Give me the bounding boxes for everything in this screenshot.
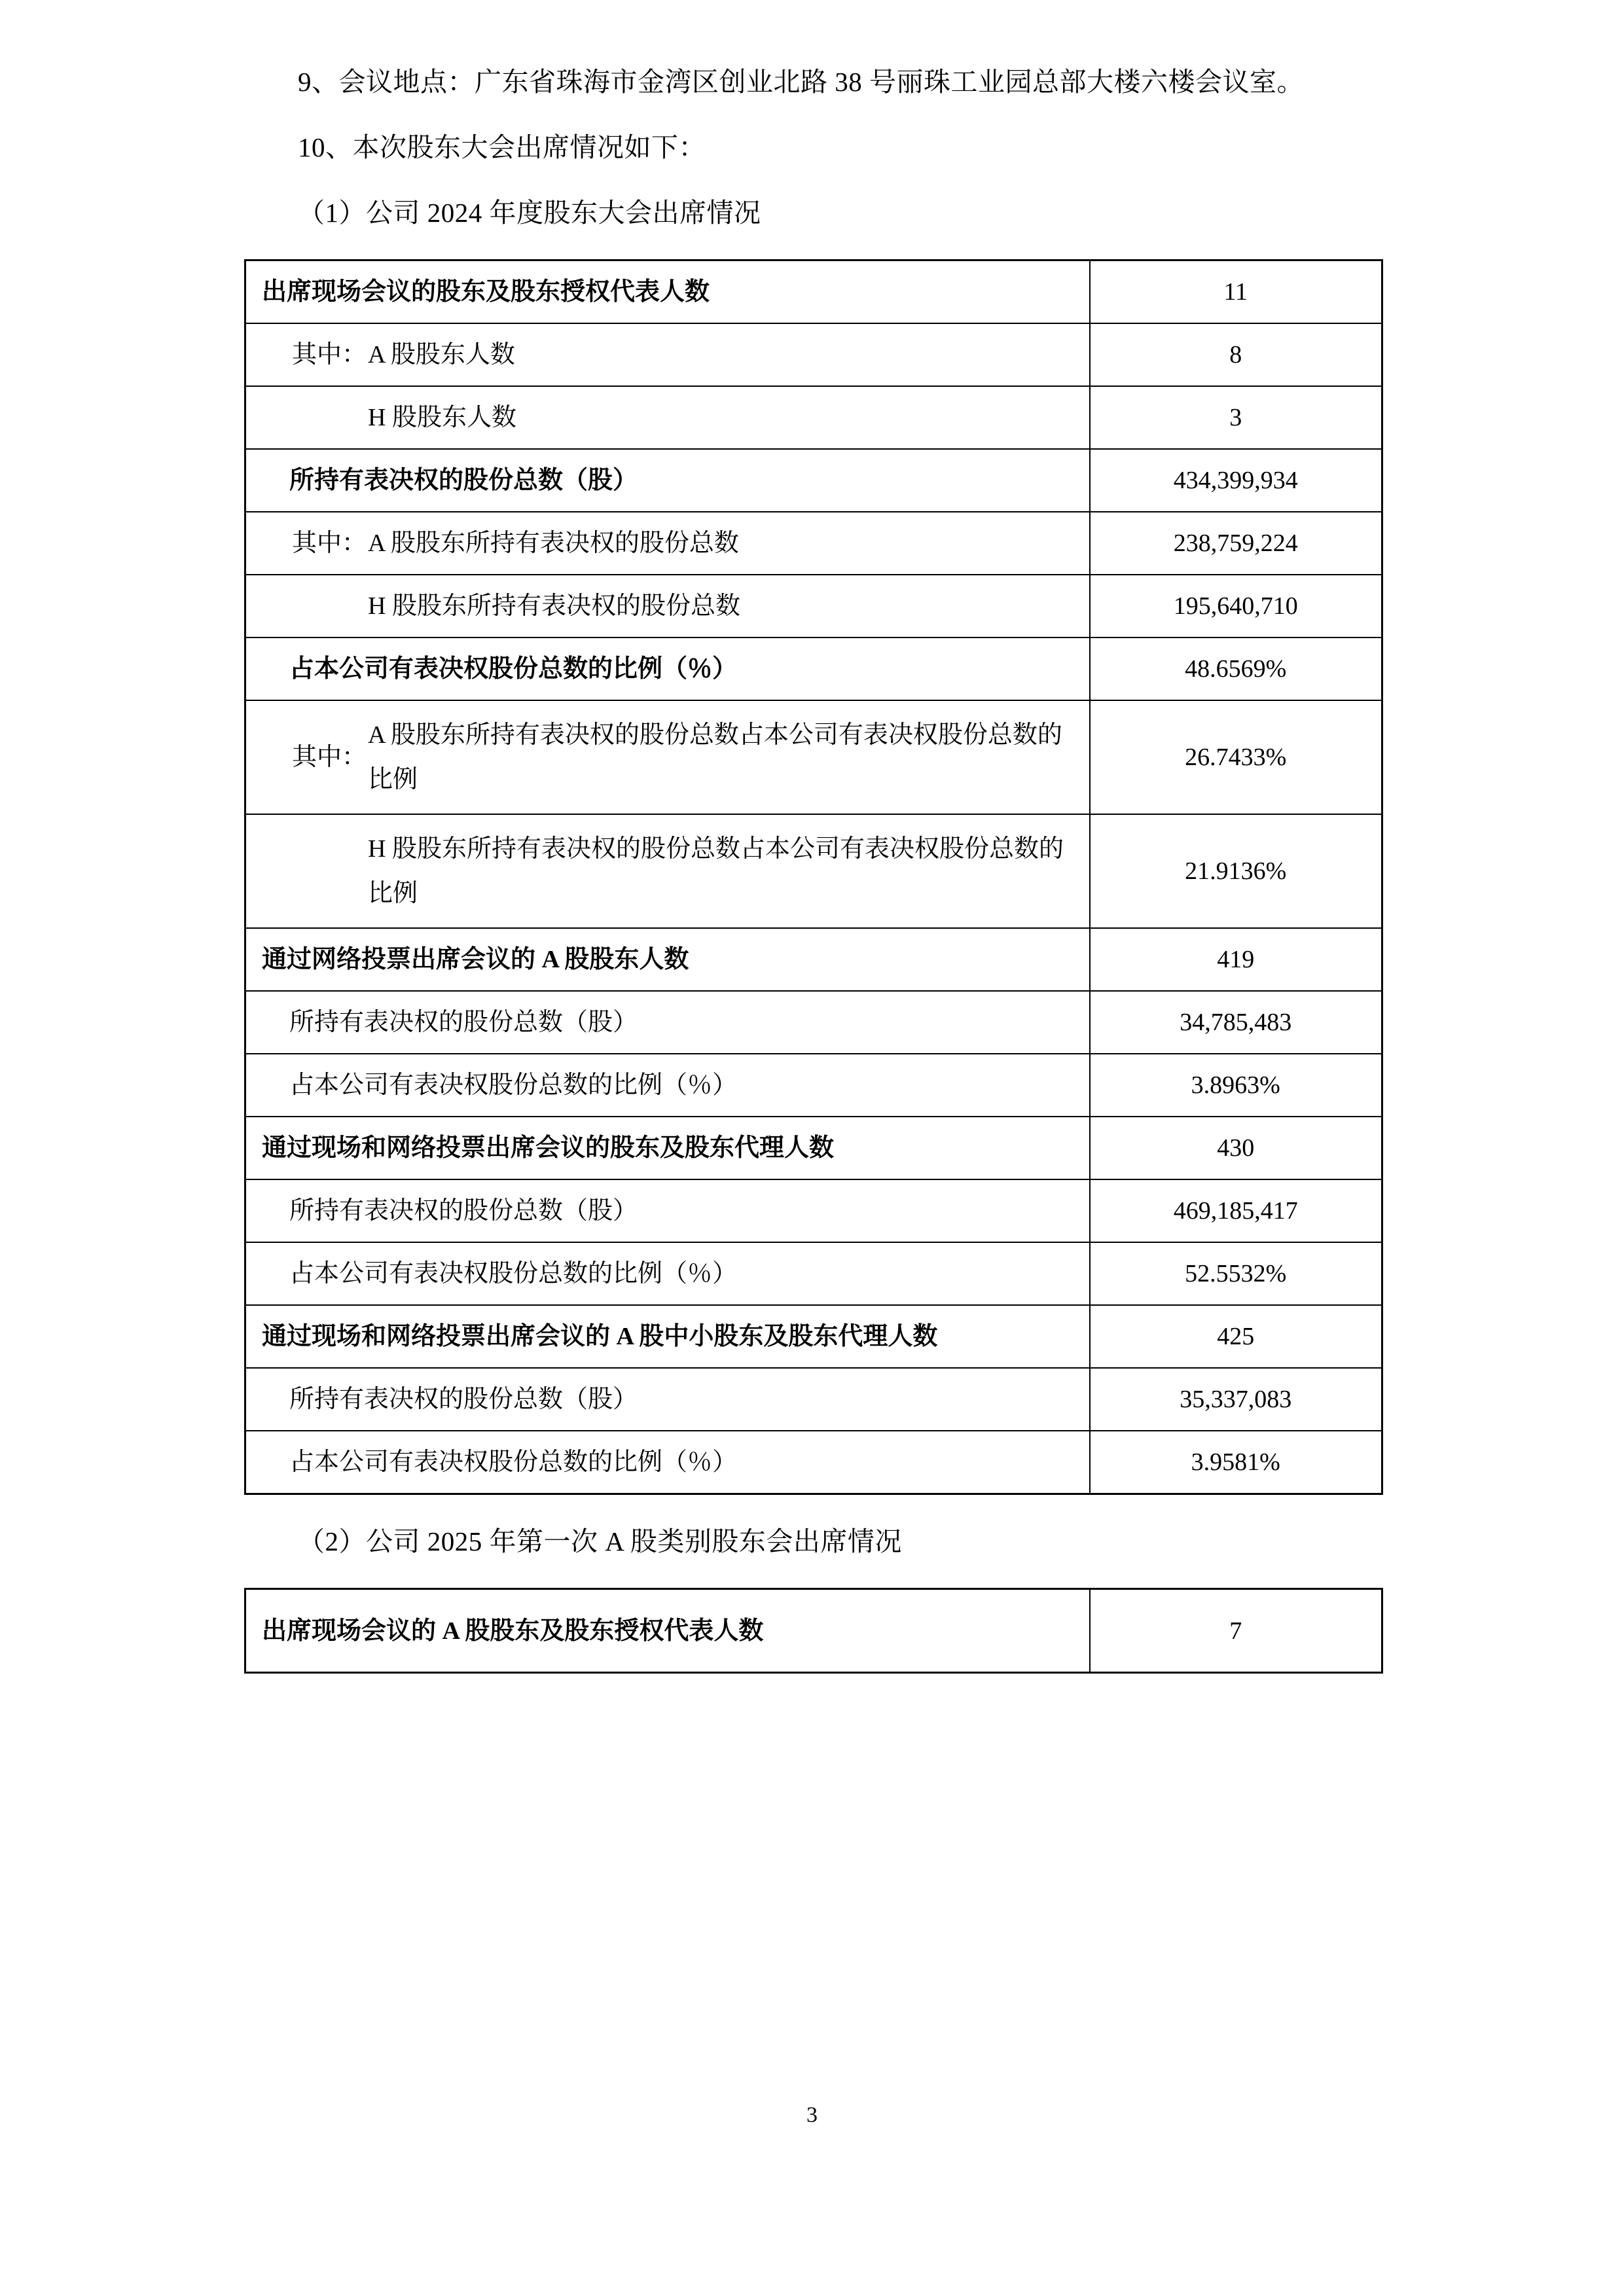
row-label: 通过现场和网络投票出席会议的 A 股中小股东及股东代理人数 <box>262 1323 938 1350</box>
row-label: 所持有表决权的股份总数（股） <box>289 1009 638 1036</box>
row-value-cell: 3.9581% <box>1090 1431 1382 1494</box>
row-label: 占本公司有表决权股份总数的比例（％） <box>289 1071 738 1099</box>
table-row <box>245 1117 1382 1179</box>
row-value-cell: 8 <box>1090 323 1382 386</box>
row-label: H 股股东所持有表决权的股份总数占本公司有表决权股份总数的比例 <box>368 835 1064 907</box>
row-value-cell: 434,399,934 <box>1090 449 1382 512</box>
row-label: A 股股东所持有表决权的股份总数占本公司有表决权股份总数的比例 <box>368 721 1062 793</box>
row-value-cell: 21.9136% <box>1090 814 1382 928</box>
row-label: A 股股东人数 <box>368 341 515 368</box>
spacer-before-table-2 <box>244 1566 1383 1588</box>
table-row <box>245 1242 1382 1305</box>
spacer-after-p9 <box>244 106 1383 123</box>
row-label-cell <box>245 260 1090 324</box>
section-heading-2024: （1）公司 2024 年度股东大会出席情况 <box>298 198 761 228</box>
row-label-cell <box>245 700 1090 814</box>
row-label-cell <box>245 575 1090 637</box>
row-value-cell: 3 <box>1090 386 1382 449</box>
paragraph-meeting-location: 9、会议地点：广东省珠海市金湾区创业北路 38 号丽珠工业园总部大楼六楼会议室。 <box>298 67 1304 97</box>
row-value-cell: 3.8963% <box>1090 1054 1382 1117</box>
row-label: 通过网络投票出席会议的 A 股股东人数 <box>262 946 689 973</box>
table-row <box>245 991 1382 1054</box>
row-value-cell: 11 <box>1090 260 1382 324</box>
spacer-before-table-1 <box>244 237 1383 259</box>
row-label-cell <box>245 323 1090 386</box>
table-row <box>245 575 1382 637</box>
row-label-cell <box>245 1117 1090 1179</box>
row-prefix-tag: 其中： <box>292 744 367 771</box>
row-label-cell <box>245 386 1090 449</box>
row-label: H 股股东人数 <box>368 404 516 431</box>
table-row <box>245 512 1382 575</box>
table-row <box>245 386 1382 449</box>
row-label: H 股股东所持有表决权的股份总数 <box>368 592 740 620</box>
row-value-cell: 195,640,710 <box>1090 575 1382 637</box>
row-label-cell <box>245 814 1090 928</box>
row-value-cell: 7 <box>1090 1589 1382 1673</box>
row-value-cell: 419 <box>1090 928 1382 991</box>
table-row <box>245 260 1382 324</box>
table-row <box>245 637 1382 700</box>
row-label: 占本公司有表决权股份总数的比例（％） <box>289 1260 738 1287</box>
attendance-table-2025 <box>244 1588 1383 1674</box>
row-label-cell <box>245 637 1090 700</box>
row-label: 通过现场和网络投票出席会议的股东及股东代理人数 <box>262 1134 835 1162</box>
row-label-cell <box>245 1242 1090 1305</box>
row-value-cell: 469,185,417 <box>1090 1179 1382 1242</box>
row-value-cell: 425 <box>1090 1305 1382 1368</box>
spacer-after-table-1 <box>244 1495 1383 1517</box>
page-content <box>244 0 1383 1674</box>
table-row <box>245 1054 1382 1117</box>
row-label-cell <box>245 928 1090 991</box>
table-row <box>245 1589 1382 1673</box>
top-spacer <box>244 0 1383 29</box>
row-label: 所持有表决权的股份总数（股） <box>289 467 638 494</box>
row-label: A 股股东所持有表决权的股份总数 <box>368 529 739 557</box>
row-value-cell: 430 <box>1090 1117 1382 1179</box>
paragraph-attendance-intro: 10、本次股东大会出席情况如下： <box>298 132 706 162</box>
table-row <box>245 1368 1382 1431</box>
row-prefix-tag: 其中： <box>292 529 367 557</box>
row-value-cell: 48.6569% <box>1090 637 1382 700</box>
row-label-cell <box>245 1589 1090 1673</box>
row-label-cell <box>245 449 1090 512</box>
row-label: 出席现场会议的 A 股股东及股东授权代表人数 <box>262 1617 764 1645</box>
table-row <box>245 1179 1382 1242</box>
section-heading-2025: （2）公司 2025 年第一次 A 股类别股东会出席情况 <box>298 1526 902 1556</box>
top-spacer-2 <box>244 29 1383 58</box>
row-label-cell <box>245 1368 1090 1431</box>
row-label: 所持有表决权的股份总数（股） <box>289 1386 638 1413</box>
row-value-cell: 35,337,083 <box>1090 1368 1382 1431</box>
row-label: 所持有表决权的股份总数（股） <box>289 1197 638 1225</box>
row-label-cell <box>245 1179 1090 1242</box>
row-label: 占本公司有表决权股份总数的比例（％） <box>289 655 738 683</box>
attendance-table-2024 <box>244 259 1383 1495</box>
spacer-after-p10 <box>244 171 1383 188</box>
row-value-cell: 26.7433% <box>1090 700 1382 814</box>
table-row <box>245 1431 1382 1494</box>
table-row <box>245 700 1382 814</box>
row-label: 出席现场会议的股东及股东授权代表人数 <box>262 278 710 306</box>
row-label-cell <box>245 1431 1090 1494</box>
row-label-cell <box>245 1054 1090 1117</box>
row-label-cell <box>245 991 1090 1054</box>
row-prefix-tag: 其中： <box>292 341 367 368</box>
table-row <box>245 928 1382 991</box>
page-number: 3 <box>806 2103 818 2127</box>
row-label-cell <box>245 512 1090 575</box>
table-row <box>245 449 1382 512</box>
table-row <box>245 323 1382 386</box>
row-label-cell <box>245 1305 1090 1368</box>
row-value-cell: 34,785,483 <box>1090 991 1382 1054</box>
row-label: 占本公司有表决权股份总数的比例（％） <box>289 1448 738 1476</box>
table-row <box>245 1305 1382 1368</box>
table-row <box>245 814 1382 928</box>
row-value-cell: 238,759,224 <box>1090 512 1382 575</box>
row-value-cell: 52.5532% <box>1090 1242 1382 1305</box>
